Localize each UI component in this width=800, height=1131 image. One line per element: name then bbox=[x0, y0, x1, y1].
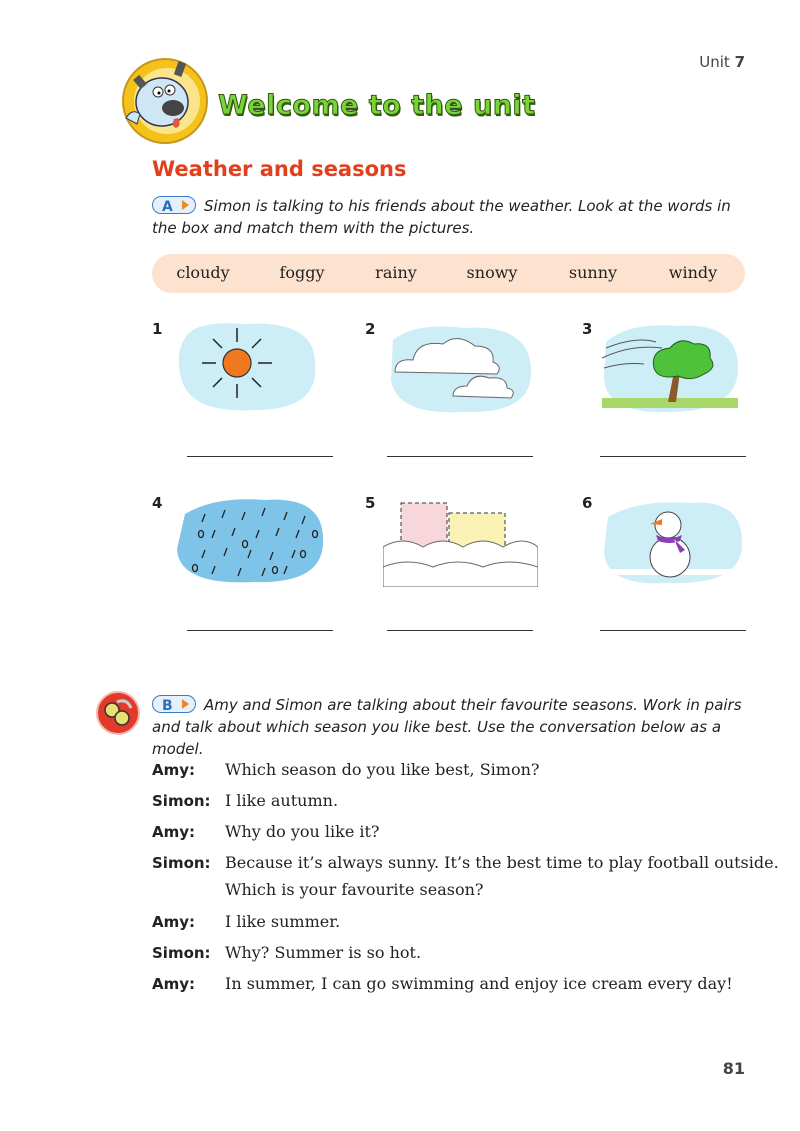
dialogue-line: I like autumn. bbox=[225, 791, 339, 810]
play-arrow-icon bbox=[182, 200, 189, 210]
fog-icon bbox=[383, 497, 538, 587]
badge-letter: B bbox=[162, 698, 173, 714]
picture-number: 3 bbox=[582, 320, 593, 338]
exercise-b-instruction bbox=[152, 694, 752, 760]
word-snowy: snowy bbox=[466, 263, 518, 282]
wind-tree-icon bbox=[598, 318, 743, 416]
exercise-a-badge bbox=[152, 196, 196, 214]
instruction-text: Amy and Simon are talking about their favourite seasons. Work in pairs and talk about which season you like best. Use the conversation below as a model. bbox=[152, 696, 742, 758]
page-number: 81 bbox=[722, 1059, 745, 1078]
exercise-b-badge bbox=[152, 695, 196, 713]
word-cloudy: cloudy bbox=[176, 263, 230, 282]
exercise-a-instruction bbox=[152, 195, 752, 239]
play-arrow-icon bbox=[182, 699, 189, 709]
page-title: Welcome to the unit bbox=[218, 90, 536, 121]
snowman-icon bbox=[600, 497, 745, 589]
answer-line-1[interactable] bbox=[187, 456, 333, 457]
dialogue-line: Which season do you like best, Simon? bbox=[225, 760, 540, 779]
cloud-icon bbox=[385, 320, 535, 416]
answer-line-2[interactable] bbox=[387, 456, 533, 457]
word-foggy: foggy bbox=[279, 263, 325, 282]
picture-number: 1 bbox=[152, 320, 163, 338]
instruction-text: Simon is talking to his friends about the weather. Look at the words in the box and match them with the pictures. bbox=[152, 197, 731, 237]
unit-number: 7 bbox=[734, 53, 745, 71]
unit-text: Unit bbox=[699, 53, 730, 71]
dialogue-line: Why? Summer is so hot. bbox=[225, 943, 422, 962]
dialogue-line-continued: Which is your favourite season? bbox=[225, 880, 484, 899]
word-rainy: rainy bbox=[375, 263, 417, 282]
speaking-pairs-icon bbox=[95, 690, 141, 736]
sun-icon bbox=[175, 318, 320, 414]
word-windy: windy bbox=[668, 263, 718, 282]
speaker: Amy: bbox=[152, 761, 196, 779]
answer-line-4[interactable] bbox=[187, 630, 333, 631]
dialogue-line: Why do you like it? bbox=[225, 822, 380, 841]
dialogue-line: In summer, I can go swimming and enjoy ice cream every day! bbox=[225, 974, 733, 993]
dialogue-line: Because it’s always sunny. It’s the best time to play football outside. bbox=[225, 853, 779, 872]
dialogue-line: I like summer. bbox=[225, 912, 341, 931]
dog-mascot-icon bbox=[118, 56, 208, 146]
word-sunny: sunny bbox=[568, 263, 618, 282]
speaker: Simon: bbox=[152, 854, 211, 872]
answer-line-5[interactable] bbox=[387, 630, 533, 631]
picture-number: 5 bbox=[365, 494, 376, 512]
answer-line-3[interactable] bbox=[600, 456, 746, 457]
rain-icon bbox=[175, 494, 325, 586]
speaker: Amy: bbox=[152, 913, 196, 931]
speaker: Amy: bbox=[152, 823, 196, 841]
section-title: Weather and seasons bbox=[152, 157, 407, 181]
unit-label bbox=[699, 53, 745, 71]
speaker: Simon: bbox=[152, 792, 211, 810]
picture-number: 4 bbox=[152, 494, 163, 512]
badge-letter: A bbox=[162, 199, 173, 215]
speaker: Amy: bbox=[152, 975, 196, 993]
word-box bbox=[152, 254, 745, 293]
answer-line-6[interactable] bbox=[600, 630, 746, 631]
speaker: Simon: bbox=[152, 944, 211, 962]
picture-number: 2 bbox=[365, 320, 376, 338]
picture-number: 6 bbox=[582, 494, 593, 512]
